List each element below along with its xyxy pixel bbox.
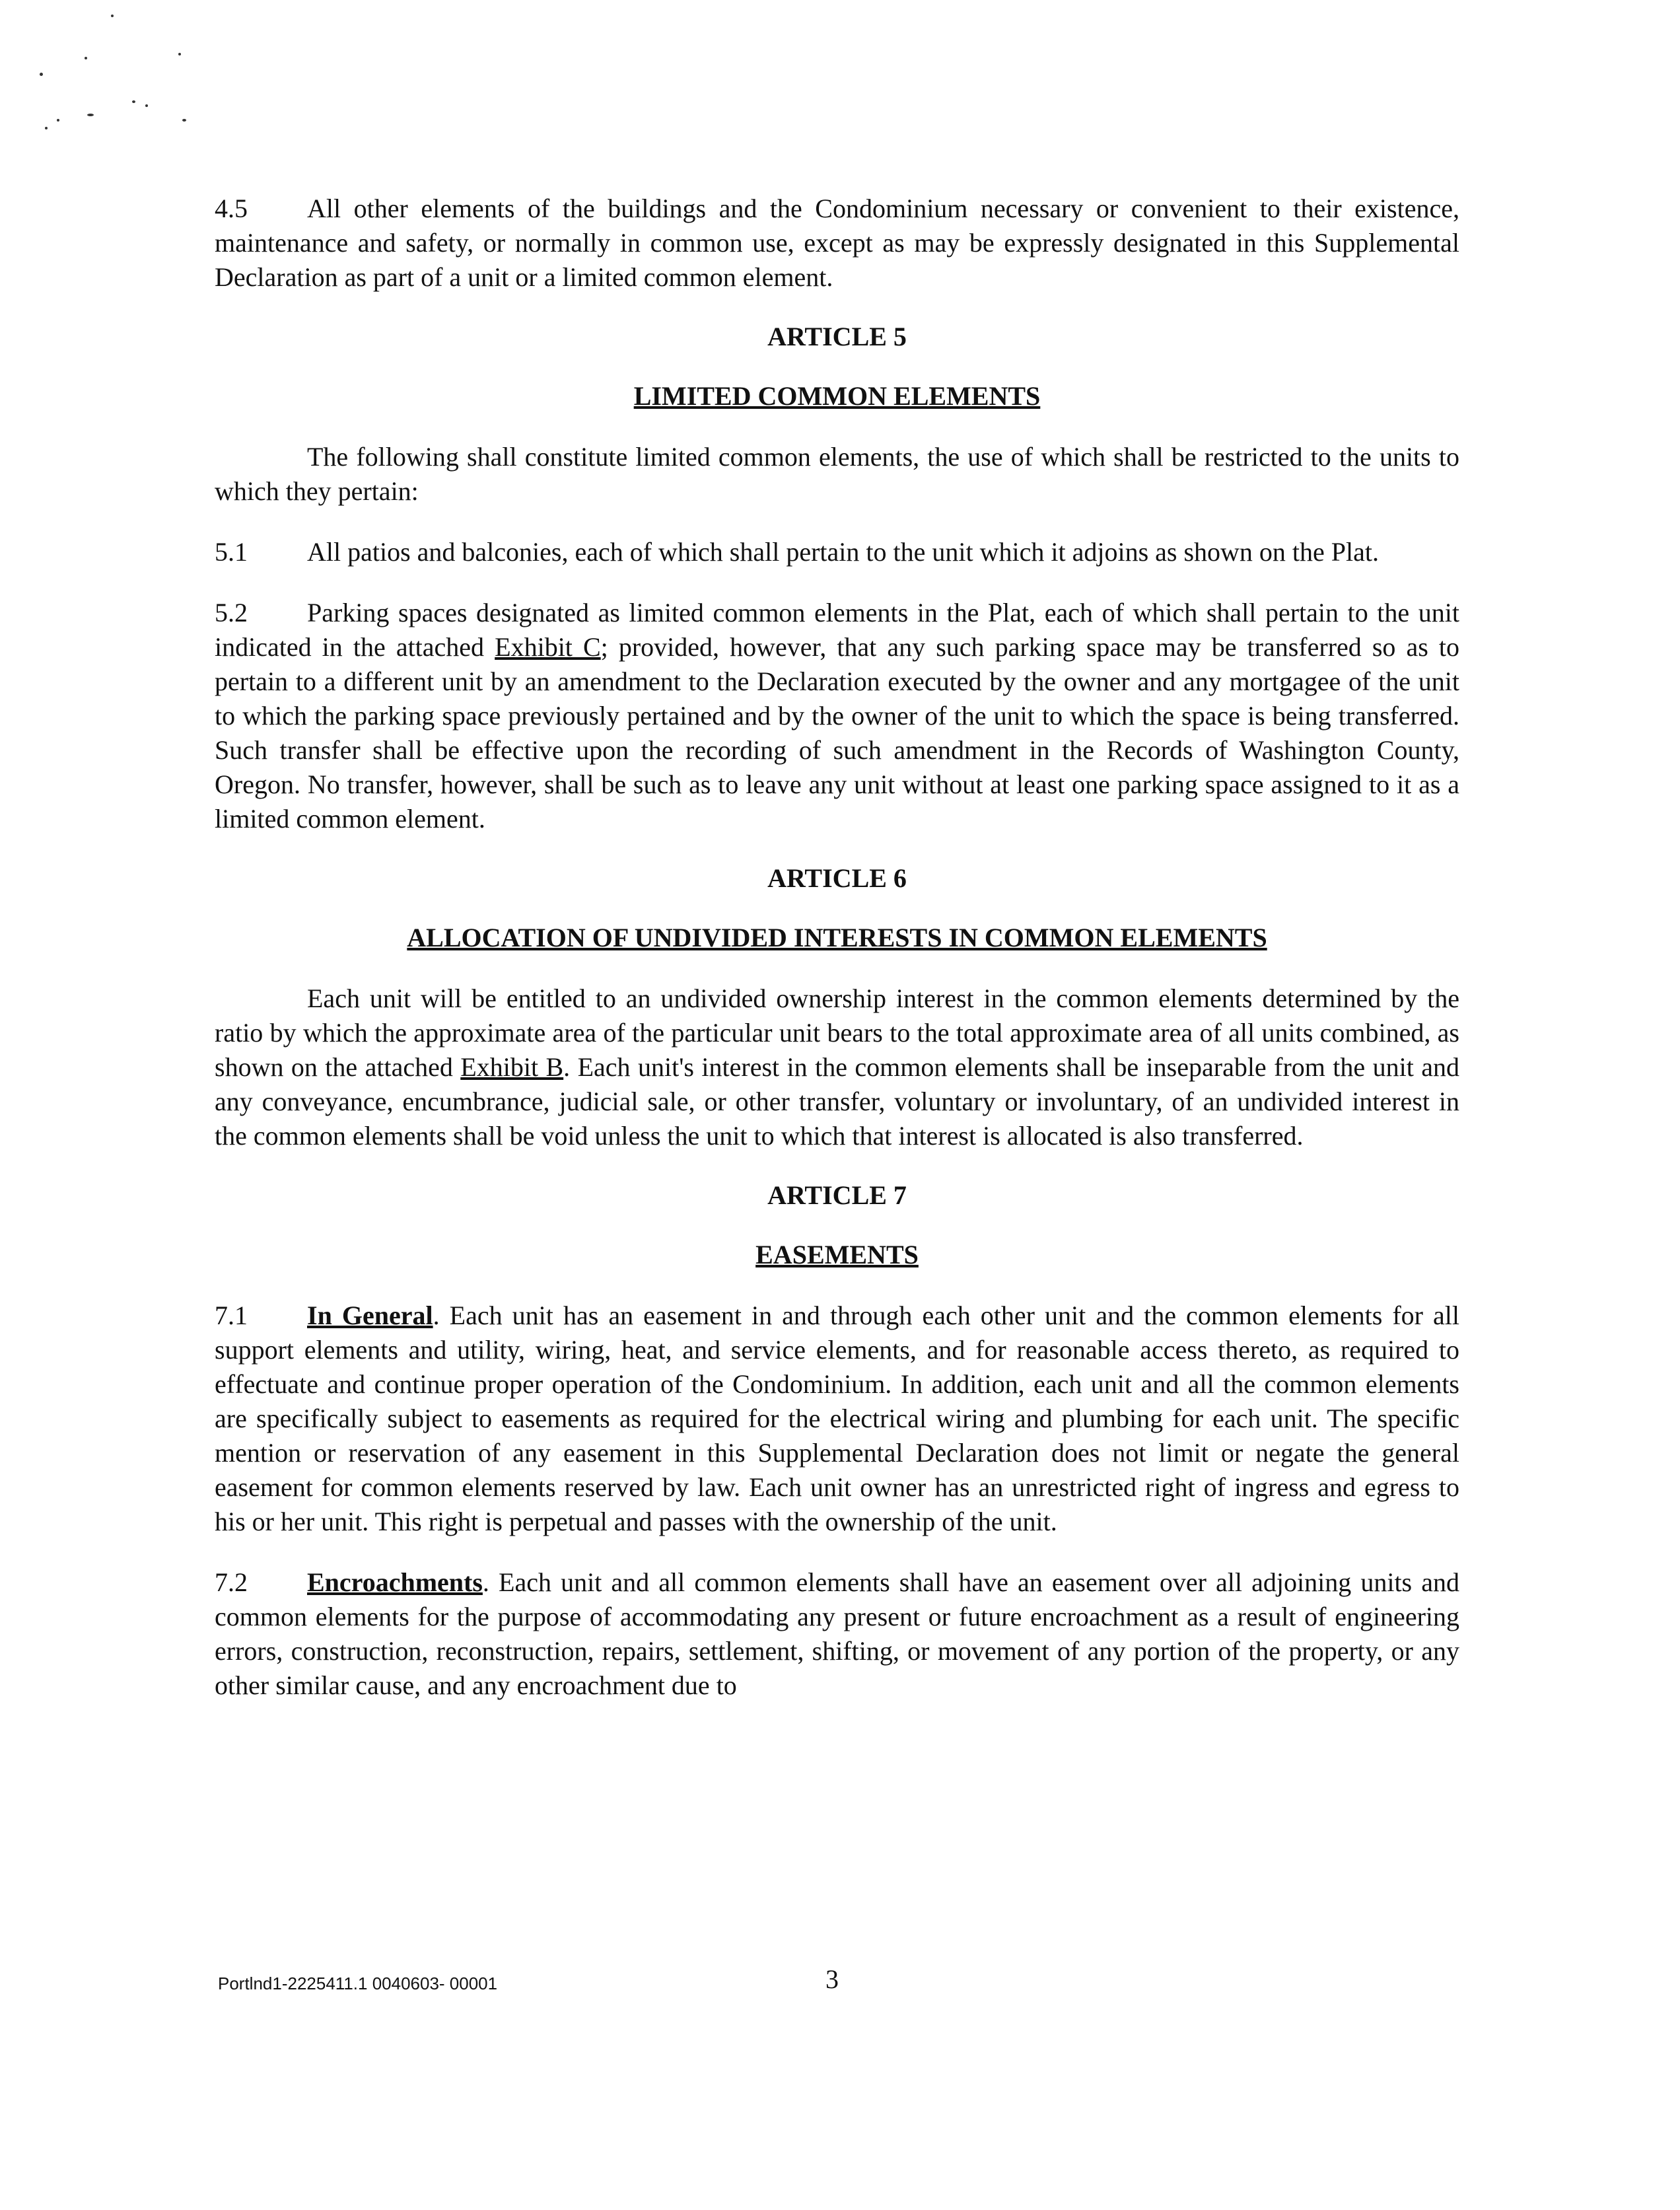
section-number: 7.1 xyxy=(215,1301,248,1330)
scan-speck xyxy=(40,73,43,76)
scan-speck xyxy=(111,15,114,17)
scan-speck xyxy=(182,119,186,122)
article-5-label: ARTICLE 5 xyxy=(767,322,907,351)
document-code: Portlnd1-2225411.1 0040603- 00001 xyxy=(218,1974,498,1993)
article-5-intro: The following shall constitute limited common elements, the use of which shall be restricted to the units to which they pertain: xyxy=(215,442,1459,506)
section-number: 5.2 xyxy=(215,598,248,627)
article-6-label: ARTICLE 6 xyxy=(767,863,907,893)
article-7-label: ARTICLE 7 xyxy=(767,1180,907,1210)
section-7-2 xyxy=(215,1565,1459,1703)
section-number: 4.5 xyxy=(215,194,248,223)
exhibit-c-reference: Exhibit C xyxy=(495,632,601,662)
scan-speck xyxy=(132,100,135,103)
article-7-title: EASEMENTS xyxy=(755,1240,919,1269)
section-text: . Each unit and all common elements shall have an easement over all adjoining units and common elements for the purpose of accommodating any present or future encroachment as a result of engineering errors, construction, reconstruction, repairs, settlement, shifting, or movement of any portion of the property, or any other similar cause, and any encroachment due to xyxy=(215,1567,1459,1700)
section-text: All other elements of the buildings and the Condominium necessary or convenient to their existence, maintenance and safety, or normally in common use, except as may be expressly designated in this Supplemental Declaration as part of a unit or a limited common element. xyxy=(215,194,1459,292)
scan-speck xyxy=(87,114,94,116)
section-text: Parking spaces designated as limited common elements in the Plat, each of which shall pertain to the unit indicated in the attached xyxy=(215,598,1459,662)
exhibit-b-reference: Exhibit B xyxy=(460,1052,564,1082)
section-number: 5.1 xyxy=(215,537,248,567)
section-text-continued: ; provided, however, that any such parking space may be transferred so as to pertain to a different unit by an amendment to the Declaration executed by the owner and any mortgagee of the unit to which the parking space previously pertained and by the owner of the unit to which the space is being transferred. Such transfer shall be effective upon the recording of such amendment in the Records of Washington County, Oregon. No transfer, however, shall be such as to leave any unit without at least one parking space assigned to it as a limited common element. xyxy=(215,632,1460,834)
article-6-body xyxy=(215,981,1459,1153)
scan-speck xyxy=(45,127,48,129)
page-number: 3 xyxy=(825,1964,839,1994)
article-6-text-continued: . Each unit's interest in the common elements shall be inseparable from the unit and any conveyance, encumbrance, judicial sale, or other transfer, voluntary or involuntary, of an undivided interest in the common elements shall be void unless the unit to which that interest is allocated is also transferred. xyxy=(215,1052,1460,1151)
scan-speck xyxy=(57,119,59,122)
section-number: 7.2 xyxy=(215,1567,248,1597)
section-5-2 xyxy=(215,596,1459,836)
scan-speck xyxy=(85,57,87,59)
section-heading: In General xyxy=(307,1301,433,1330)
article-6-text: Each unit will be entitled to an undivided ownership interest in the common elements determined by the ratio by which the approximate area of the particular unit bears to the total approximate area of all units combined, as shown on the attached xyxy=(215,983,1459,1082)
section-4-5 xyxy=(215,192,1459,295)
document-body xyxy=(215,192,1459,1703)
article-6-title: ALLOCATION OF UNDIVIDED INTERESTS IN COMMON ELEMENTS xyxy=(407,923,1267,952)
section-heading: Encroachments xyxy=(307,1567,483,1597)
scan-speck xyxy=(178,53,181,55)
scan-speck xyxy=(145,104,148,107)
article-5-title: LIMITED COMMON ELEMENTS xyxy=(633,381,1041,411)
section-7-1 xyxy=(215,1299,1459,1539)
section-5-1 xyxy=(215,535,1459,569)
section-text: All patios and balconies, each of which shall pertain to the unit which it adjoins as shown on the Plat. xyxy=(307,537,1380,567)
section-text: . Each unit has an easement in and through each other unit and the common elements for all support elements and utility, wiring, heat, and service elements, and for reasonable access thereto, as required to effectuate and continue proper operation of the Condominium. In addition, each unit and all the common elements are specifically subject to easements as required for the electrical wiring and plumbing for each unit. The specific mention or reservation of any easement in this Supplemental Declaration does not limit or negate the general easement for common elements reserved by law. Each unit owner has an unrestricted right of ingress and egress to his or her unit. This right is perpetual and passes with the ownership of the unit. xyxy=(215,1301,1460,1536)
